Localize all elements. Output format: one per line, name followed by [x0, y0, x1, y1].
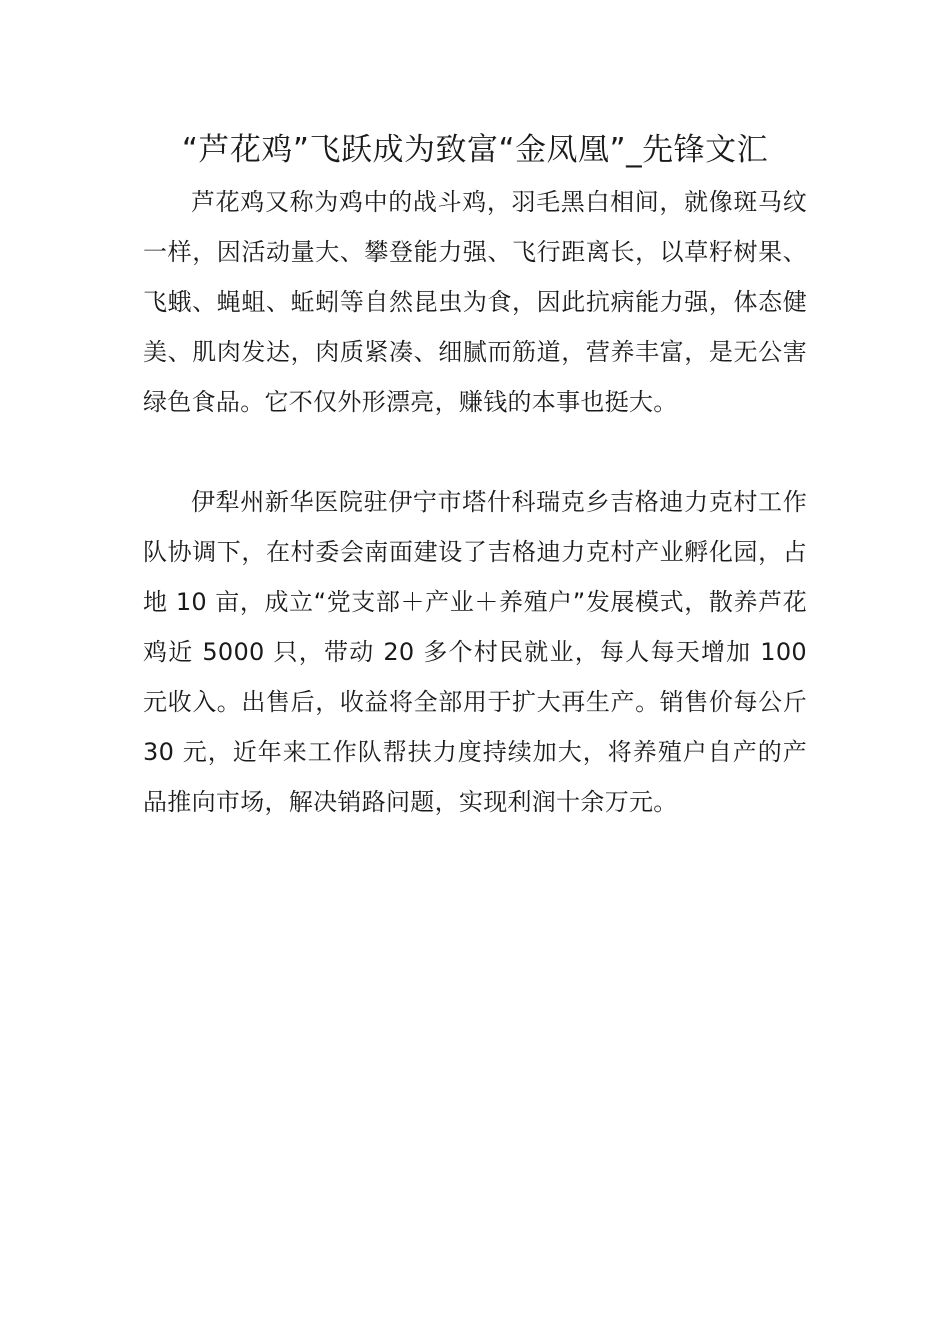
paragraph-project: 伊犁州新华医院驻伊宁市塔什科瑞克乡吉格迪力克村工作队协调下，在村委会南面建设了吉格迪力克村产业孵化园，占地 10 亩，成立“党支部＋产业＋养殖户”发展模式，散养芦花鸡近 5000 只，带动 20 多个村民就业，每人每天增加 100 元收入。出售后，收益将全部用于扩大再生产。销售价每公斤 30 元，近年来工作队帮扶力度持续加大，将养殖户自产的产品推向市场，解决销路问题，实现利润十余万元。 — [143, 488, 807, 816]
document-body — [143, 128, 807, 827]
paragraph-description: 芦花鸡又称为鸡中的战斗鸡，羽毛黑白相间，就像斑马纹一样，因活动量大、攀登能力强、飞行距离长，以草籽树果、飞蛾、蝇蛆、蚯蚓等自然昆虫为食，因此抗病能力强，体态健美、肌肉发达，肉质紧凑、细腻而筋道，营养丰富，是无公害绿色食品。它不仅外形漂亮，赚钱的本事也挺大。 — [143, 188, 807, 416]
document-title: “芦花鸡”飞跃成为致富“金凤凰”_先锋文汇 — [181, 132, 769, 168]
